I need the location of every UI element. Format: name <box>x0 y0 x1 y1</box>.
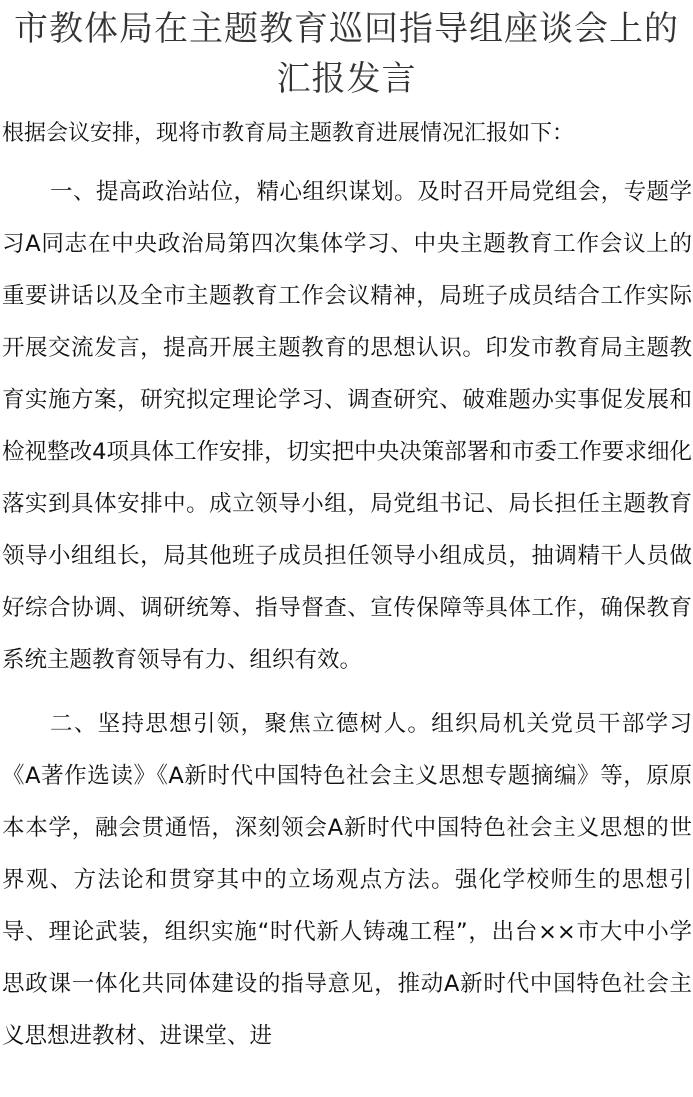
intro-paragraph: 根据会议安排，现将市教育局主题教育进展情况汇报如下： <box>2 121 575 146</box>
body-paragraph-2: 二、坚持思想引领，聚焦立德树人。组织局机关党员干部学习《A著作选读》《A新时代中国特色社会主义思想专题摘编》等，原原本本学，融会贯通悟，深刻领会A新时代中国特色社会主义思想的世界观、方法论和贯穿其中的立场观点方法。强化学校师生的思想引导、理论武装，组织实施“时代新人铸魂工程”，出台××市大中小学思政课一体化共同体建设的指导意见，推动A新时代中国特色社会主义思想进教材、进课堂、进 <box>2 711 692 1049</box>
body-paragraph-1: 一、提高政治站位，精心组织谋划。及时召开局党组会，专题学习A同志在中央政治局第四次集体学习、中央主题教育工作会议上的重要讲话以及全市主题教育工作会议精神，局班子成员结合工作实际开展交流发言，提高开展主题教育的思想认识。印发市教育局主题教育实施方案，研究拟定理论学习、调查研究、破难题办实事促发展和检视整改4项具体工作安排，切实把中央决策部署和市委工作要求细化落实到具体安排中。成立领导小组，局党组书记、局长担任主题教育领导小组组长，局其他班子成员担任领导小组成员，抽调精干人员做好综合协调、调研统筹、指导督查、宣传保障等具体工作，确保教育系统主题教育领导有力、组织有效。 <box>2 179 692 673</box>
document-title: 市教体局在主题教育巡回指导组座谈会上的汇报发言 <box>14 9 679 99</box>
